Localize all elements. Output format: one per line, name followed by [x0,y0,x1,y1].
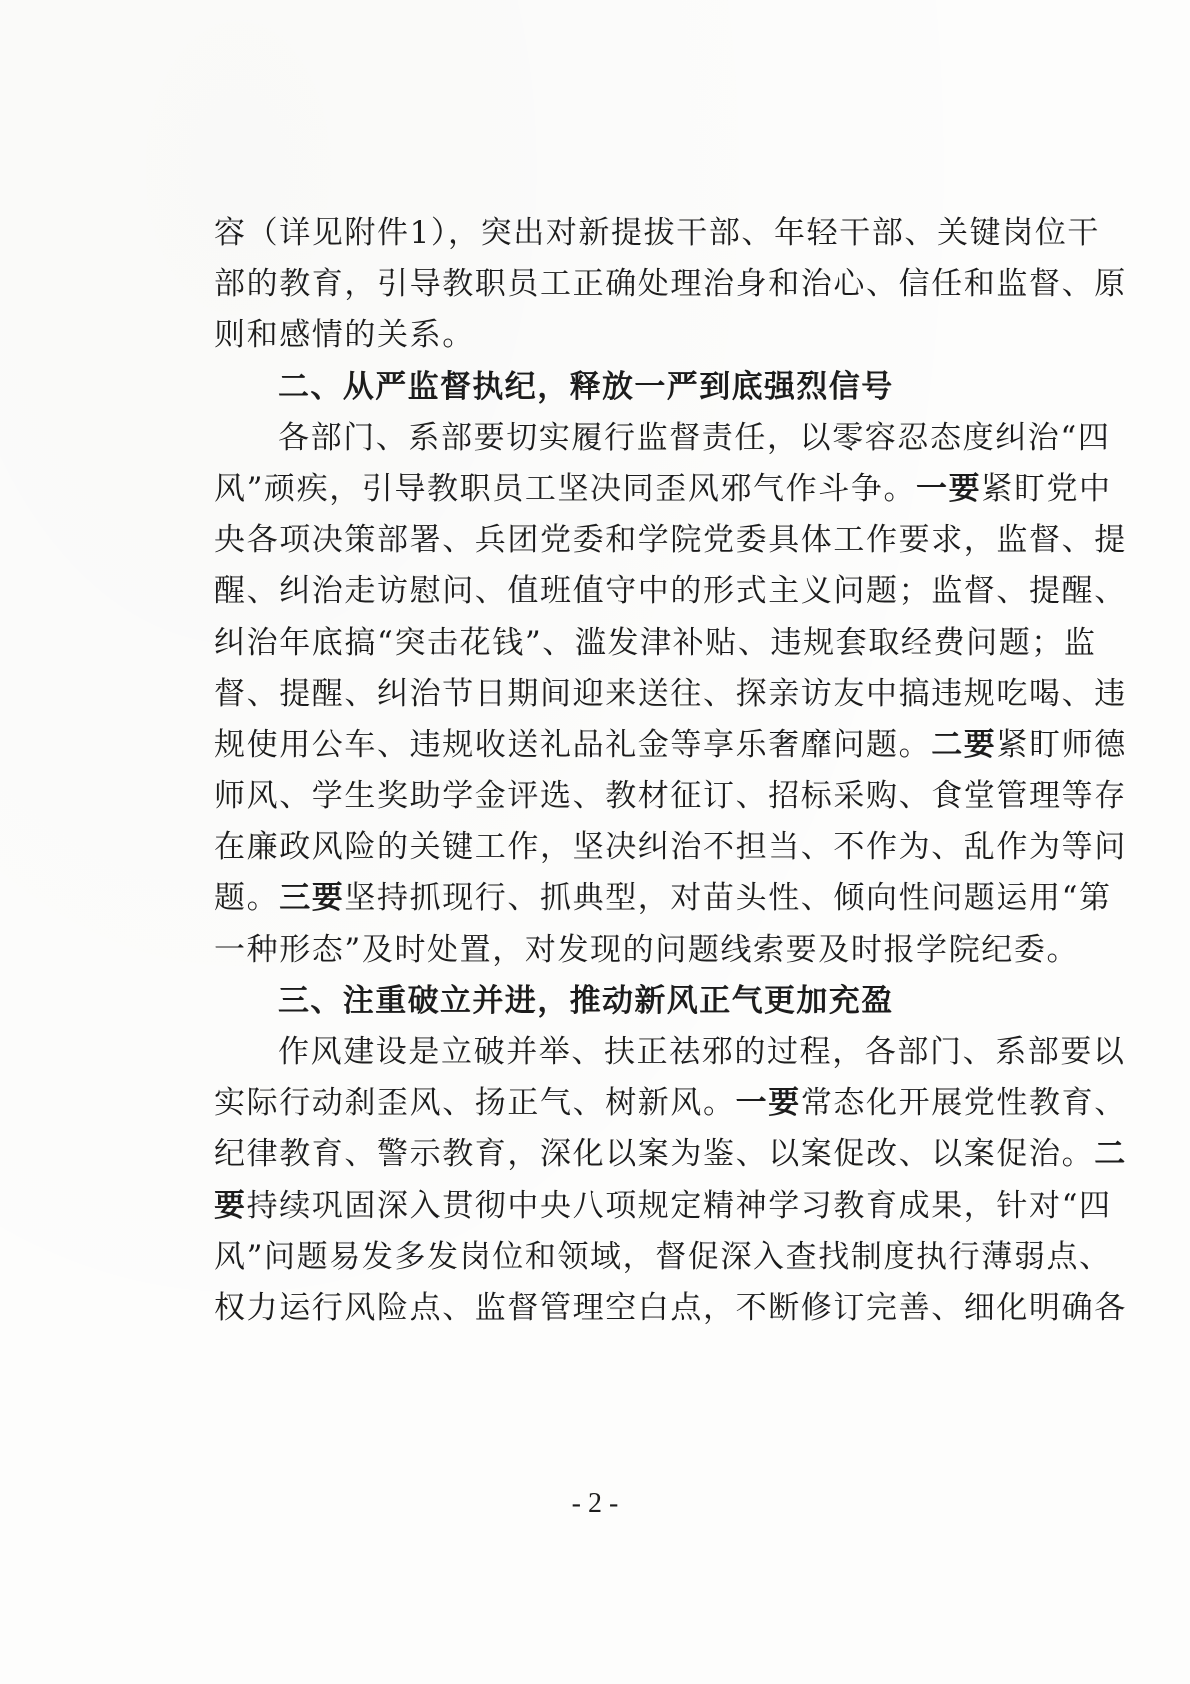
text-segment: 纪律教育、警示教育，深化以案为鉴、以案促改、以案促治。 [214,1136,1095,1173]
text-segment: 紧盯党中 [981,470,1112,507]
text-segment: 醒、纠治走访慰问、值班值守中的形式主义问题；监督、提醒、 [214,573,1127,610]
text-line [214,771,1127,822]
text-line [214,566,1127,617]
text-segment: 纠治年底搞“突击花钱”、滥发津补贴、违规套取经费问题；监 [214,624,1097,661]
text-segment: 部的教育，引导教职员工正确处理治身和治心、信任和监督、原 [214,266,1127,303]
emphasis-text: 二要 [931,726,997,763]
text-line [214,618,1097,669]
text-line [214,925,1080,976]
text-segment: 实际行动刹歪风、扬正气、树新风。 [214,1085,736,1122]
text-line [214,1283,1127,1334]
text-line [214,1078,1127,1129]
text-line [214,1181,1112,1232]
text-line [214,669,1127,720]
text-segment: 在廉政风险的关键工作，坚决纠治不担当、不作为、乱作为等问 [214,829,1127,866]
text-segment: 紧盯师德 [996,726,1127,763]
emphasis-text: 一要 [735,1085,801,1122]
text-segment: 持续巩固深入贯彻中央八项规定精神学习教育成果，针对“四 [246,1187,1112,1224]
text-segment: 常态化开展党性教育、 [800,1085,1127,1122]
page-number: - 2 - [571,1488,619,1519]
emphasis-text: 一要 [916,470,982,507]
section-heading [214,976,1014,1027]
text-segment: 权力运行风险点、监督管理空白点，不断修订完善、细化明确各 [214,1289,1127,1326]
text-segment: 一种形态”及时处置，对发现的问题线索要及时报学院纪委。 [214,931,1080,968]
text-segment: 容（详见附件1），突出对新提拔干部、年轻干部、关键岗位干 [214,215,1101,251]
text-line [214,822,1127,873]
text-segment: 题。 [214,880,280,917]
text-segment: 风”顽疾，引导教职员工坚决同歪风邪气作斗争。 [214,470,917,507]
text-line [214,1232,1112,1283]
text-segment: 督、提醒、纠治节日期间迎来送往、探亲访友中搞违规吃喝、违 [214,675,1127,712]
emphasis-text: 二 [1094,1136,1127,1173]
emphasis-text: 要 [214,1187,247,1224]
text-segment: 坚持抓现行、抓典型，对苗头性、倾向性问题运用“第 [344,880,1112,917]
text-segment: 规使用公车、违规收送礼品礼金等享乐奢靡问题。 [214,726,932,763]
text-line [214,873,1112,924]
text-line [214,413,1111,464]
document-body [214,208,1127,1334]
text-line [214,515,1127,566]
text-line [214,208,1101,259]
text-segment: 各部门、系部要切实履行监督责任，以零容忍态度纠治“四 [278,419,1111,456]
text-segment: 则和感情的关系。 [214,317,475,354]
emphasis-text: 三要 [279,880,345,917]
text-segment: 三、注重破立并进，推动新风正气更加充盈 [278,982,894,1019]
text-line [214,1129,1127,1180]
text-segment: 作风建设是立破并举、扶正祛邪的过程，各部门、系部要以 [278,1034,1126,1070]
text-line [214,720,1127,771]
text-line [214,1027,1126,1078]
text-segment: 师风、学生奖助学金评选、教材征订、招标采购、食堂管理等存 [214,778,1127,815]
text-line [214,310,1014,361]
text-segment: 二、从严监督执纪，释放一严到底强烈信号 [278,368,894,405]
section-heading [214,362,1014,413]
text-segment: 央各项决策部署、兵团党委和学院党委具体工作要求，监督、提 [214,522,1127,559]
text-line [214,259,1127,310]
text-line [214,464,1112,515]
text-segment: 风”问题易发多发岗位和领域，督促深入查找制度执行薄弱点、 [214,1238,1112,1275]
